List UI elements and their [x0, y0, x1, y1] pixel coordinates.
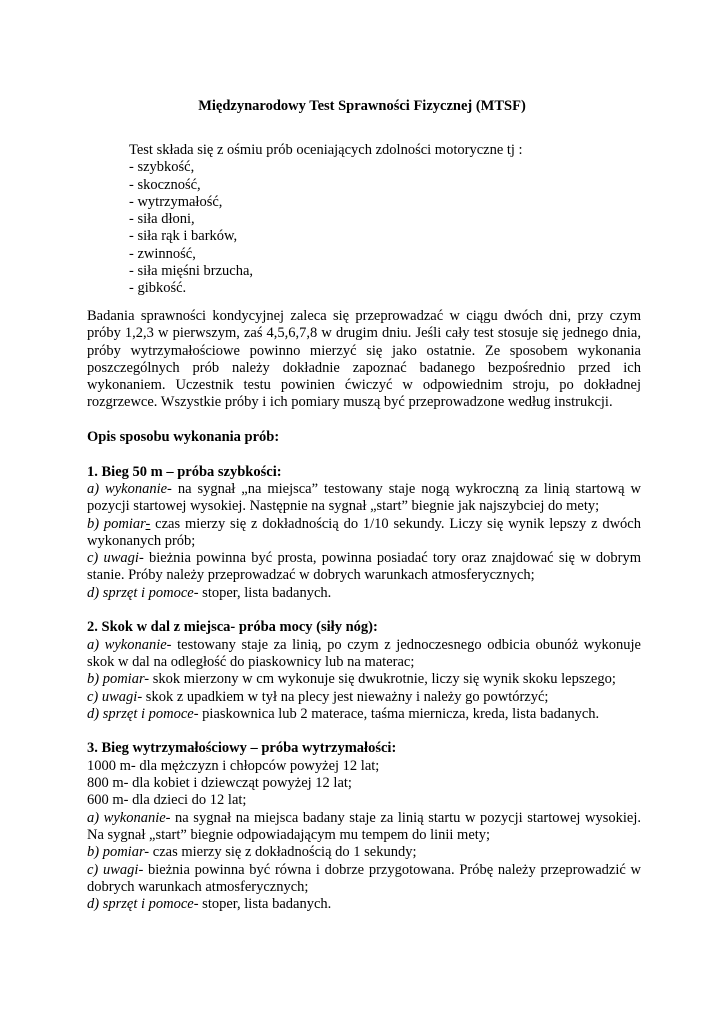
label-measurement: b) pomiar-	[87, 844, 150, 861]
list-item-speed: - szybkość,	[129, 159, 195, 176]
intro-lead: Test składa się z ośmiu prób oceniających zdolności motoryczne tj :	[129, 142, 523, 158]
list-item-jump: - skoczność,	[129, 176, 201, 193]
section-1-equipment: d) sprzęt i pomoce- stoper, lista badanych.	[87, 584, 332, 601]
section-3-distance-children: 600 m- dla dzieci do 12 lat;	[87, 792, 247, 809]
section-1-notes-cont: stanie. Próby należy przeprowadzać w dobrych warunkach atmosferycznych;	[87, 567, 535, 584]
list-item-endurance: - wytrzymałość,	[129, 193, 223, 210]
paragraph-line: Badania sprawności kondycyjnej zaleca się przeprowadzać w ciągu dwóch dni, przy czym	[87, 308, 641, 324]
section-3-heading: 3. Bieg wytrzymałościowy – próba wytrzymałości:	[87, 740, 397, 757]
paragraph-line: rozgrzewce. Wszystkie próby i ich pomiary muszą być przeprowadzone według instrukcji.	[87, 394, 613, 411]
list-item-agility: - zwinność,	[129, 245, 196, 262]
section-1-measurement-cont: wykonanych prób;	[87, 532, 196, 549]
label-execution: a) wykonanie-	[87, 636, 172, 653]
list-item-hand-strength: - siła dłoni,	[129, 211, 195, 228]
section-3-execution: a) wykonanie- na sygnał na miejsca badany staje za linią startu w pozycji startowej wysokiej.	[87, 809, 641, 826]
methods-heading: Opis sposobu wykonania prób:	[87, 429, 280, 446]
section-2-measurement: b) pomiar- skok mierzony w cm wykonuje się dwukrotnie, liczy się wynik skoku lepszego;	[87, 671, 616, 688]
label-execution: a) wykonanie-	[87, 809, 171, 826]
paragraph-line: próby wytrzymałościowe powinno mierzyć się jako ostatnie. Ze sposobem wykonania	[87, 342, 641, 359]
paragraph-line: wykonaniem. Uczestnik testu powinien ćwiczyć w odpowiednim stroju, po dokładnej	[87, 377, 641, 394]
section-3-measurement: b) pomiar- czas mierzy się z dokładnością do 1 sekundy;	[87, 844, 417, 861]
paragraph-line: próby 1,2,3 w pierwszym, zaś 4,5,6,7,8 w drugim dniu. Jeśli cały test stosuje się jednego dnia,	[87, 325, 641, 342]
section-1-notes: c) uwagi- bieżnia powinna być prosta, powinna posiadać tory oraz znajdować się w dobrym	[87, 550, 641, 567]
section-3-distance-men: 1000 m- dla mężczyzn i chłopców powyżej 12 lat;	[87, 757, 380, 774]
list-item-flexibility: - gibkość.	[129, 280, 187, 297]
label-notes: c) uwagi-	[87, 550, 144, 567]
document-body	[87, 308, 641, 913]
section-3-execution-cont: Na sygnał „start” biegnie odpowiadającym mu tempem do linii mety;	[87, 826, 491, 843]
section-1-heading: 1. Bieg 50 m – próba szybkości:	[87, 463, 282, 480]
section-3-equipment: d) sprzęt i pomoce- stoper, lista badanych.	[87, 896, 332, 913]
section-2-execution: a) wykonanie- testowany staje za linią, po czym z jednoczesnego odbicia obunóż wykonuje	[87, 636, 641, 653]
paragraph-line: poszczególnych prób należy dokładnie zapoznać badanego bezpośrednio przed ich	[87, 359, 641, 376]
section-3-notes-cont: dobrych warunkach atmosferycznych;	[87, 878, 309, 895]
list-item-arm-strength: - siła rąk i barków,	[129, 228, 238, 245]
label-equipment: d) sprzęt i pomoce-	[87, 896, 199, 913]
label-measurement: b) pomiar-	[87, 671, 150, 688]
list-item-abdominal-strength: - siła mięśni brzucha,	[129, 263, 254, 280]
label-measurement: b) pomiar	[87, 515, 146, 532]
section-2-execution-cont: skok w dal na odległość do piaskownicy lub na materac;	[87, 653, 415, 670]
label-notes: c) uwagi-	[87, 861, 144, 878]
section-2-heading: 2. Skok w dal z miejsca- próba mocy (siły nóg):	[87, 619, 378, 636]
section-1-execution: a) wykonanie- na sygnał „na miejsca” testowany staje nogą wykroczną za linią startową w	[87, 480, 642, 497]
label-execution: a) wykonanie-	[87, 480, 172, 497]
section-2-notes: c) uwagi- skok z upadkiem w tył na plecy jest nieważny i należy go powtórzyć;	[87, 688, 549, 705]
label-notes: c) uwagi-	[87, 688, 143, 705]
label-equipment: d) sprzęt i pomoce-	[87, 705, 199, 722]
section-3-distance-women: 800 m- dla kobiet i dziewcząt powyżej 12 lat;	[87, 775, 352, 792]
label-equipment: d) sprzęt i pomoce-	[87, 584, 199, 601]
document-title: Międzynarodowy Test Sprawności Fizycznej (MTSF)	[198, 98, 526, 114]
section-2-equipment: d) sprzęt i pomoce- piaskownica lub 2 materace, taśma miernicza, kreda, lista badanych.	[87, 705, 600, 722]
section-3-notes: c) uwagi- bieżnia powinna być równa i dobrze przygotowana. Próbę należy przeprowadzić w	[87, 861, 642, 878]
section-1-measurement: b) pomiar- czas mierzy się z dokładnością do 1/10 sekundy. Liczy się wynik lepszy z dwóch	[87, 515, 641, 532]
section-1-execution-cont: pozycji startowej wysokiej. Następnie na sygnał „start” biegnie jak najszybciej do mety;	[87, 498, 600, 515]
intro-block	[129, 142, 523, 298]
